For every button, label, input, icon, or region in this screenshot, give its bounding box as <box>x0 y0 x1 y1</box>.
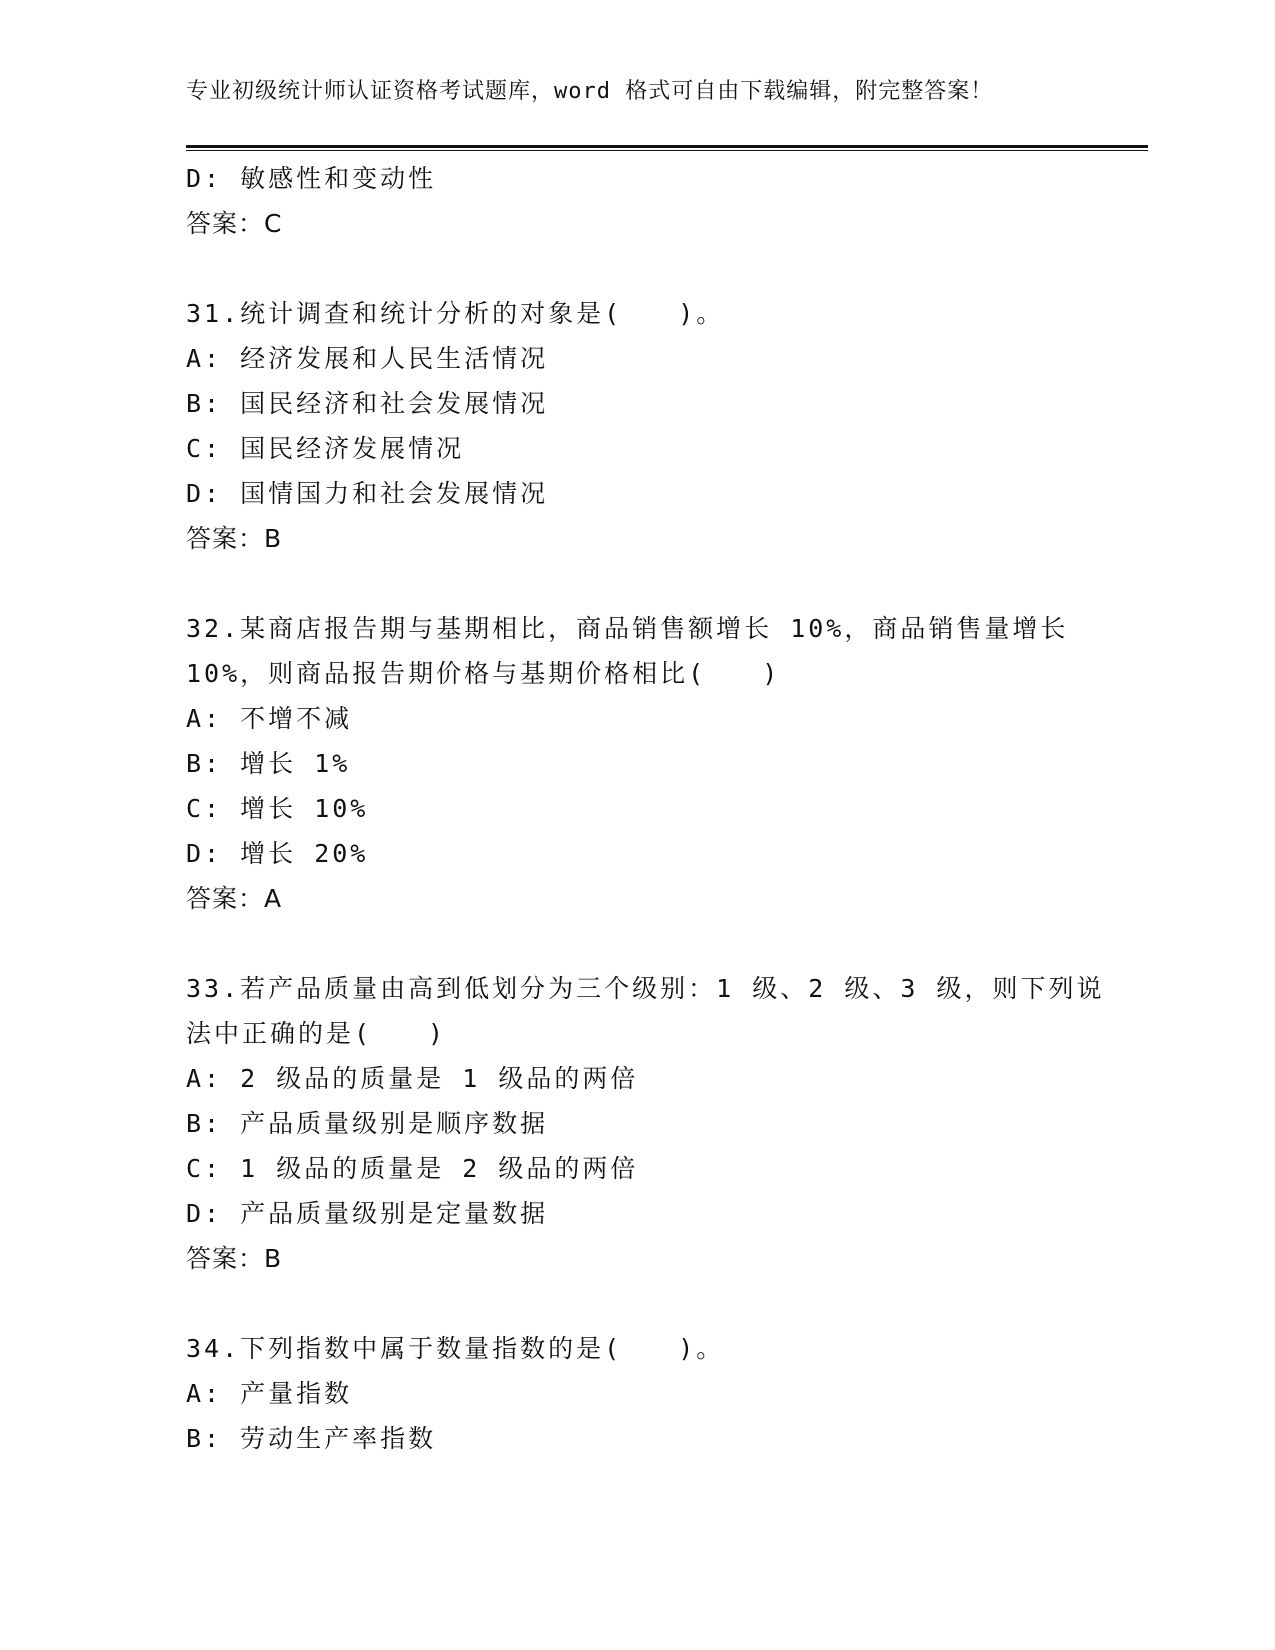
question-34-stem: 34.下列指数中属于数量指数的是( )。 <box>186 1334 725 1363</box>
header-rule-thick <box>186 145 1148 148</box>
question-content <box>186 156 1105 1461</box>
question-31-option-a: A: 经济发展和人民生活情况 <box>186 344 549 373</box>
question-31-option-d: D: 国情国力和社会发展情况 <box>186 479 549 508</box>
spacer <box>186 921 1086 966</box>
question-32-option-b: B: 增长 1% <box>186 749 351 778</box>
question-33-option-b: B: 产品质量级别是顺序数据 <box>186 1109 549 1138</box>
question-32-option-a: A: 不增不减 <box>186 704 353 733</box>
question-32-stem-line1: 32.某商店报告期与基期相比，商品销售额增长 10%，商品销售量增长 <box>186 614 1069 643</box>
question-31-answer: 答案：B <box>186 524 283 553</box>
question-31-option-b: B: 国民经济和社会发展情况 <box>186 389 549 418</box>
question-32-option-d: D: 增长 20% <box>186 839 369 868</box>
header-rule-thin <box>186 150 1148 151</box>
question-33-option-c: C: 1 级品的质量是 2 级品的两倍 <box>186 1154 639 1183</box>
question-31-option-c: C: 国民经济发展情况 <box>186 434 465 463</box>
page-header: 专业初级统计师认证资格考试题库，word 格式可自由下载编辑，附完整答案！ <box>186 79 994 104</box>
question-33-option-d: D: 产品质量级别是定量数据 <box>186 1199 549 1228</box>
question-32-answer: 答案：A <box>186 884 283 913</box>
question-33-stem-line1: 33.若产品质量由高到低划分为三个级别：1 级、2 级、3 级，则下列说 <box>186 974 1105 1003</box>
question-31-stem: 31.统计调查和统计分析的对象是( )。 <box>186 299 725 328</box>
question-32-option-c: C: 增长 10% <box>186 794 369 823</box>
spacer <box>186 561 1086 606</box>
spacer <box>186 246 1086 291</box>
prev-option-d: D: 敏感性和变动性 <box>186 164 437 193</box>
question-33-answer: 答案：B <box>186 1244 283 1273</box>
question-33-stem-line2: 法中正确的是( ) <box>186 1019 447 1048</box>
spacer <box>186 1281 1086 1326</box>
question-34-option-a: A: 产量指数 <box>186 1379 353 1408</box>
prev-answer: 答案：C <box>186 209 283 238</box>
question-33-option-a: A: 2 级品的质量是 1 级品的两倍 <box>186 1064 639 1093</box>
question-34-option-b: B: 劳动生产率指数 <box>186 1424 437 1453</box>
question-32-stem-line2: 10%，则商品报告期价格与基期价格相比( ) <box>186 659 781 688</box>
